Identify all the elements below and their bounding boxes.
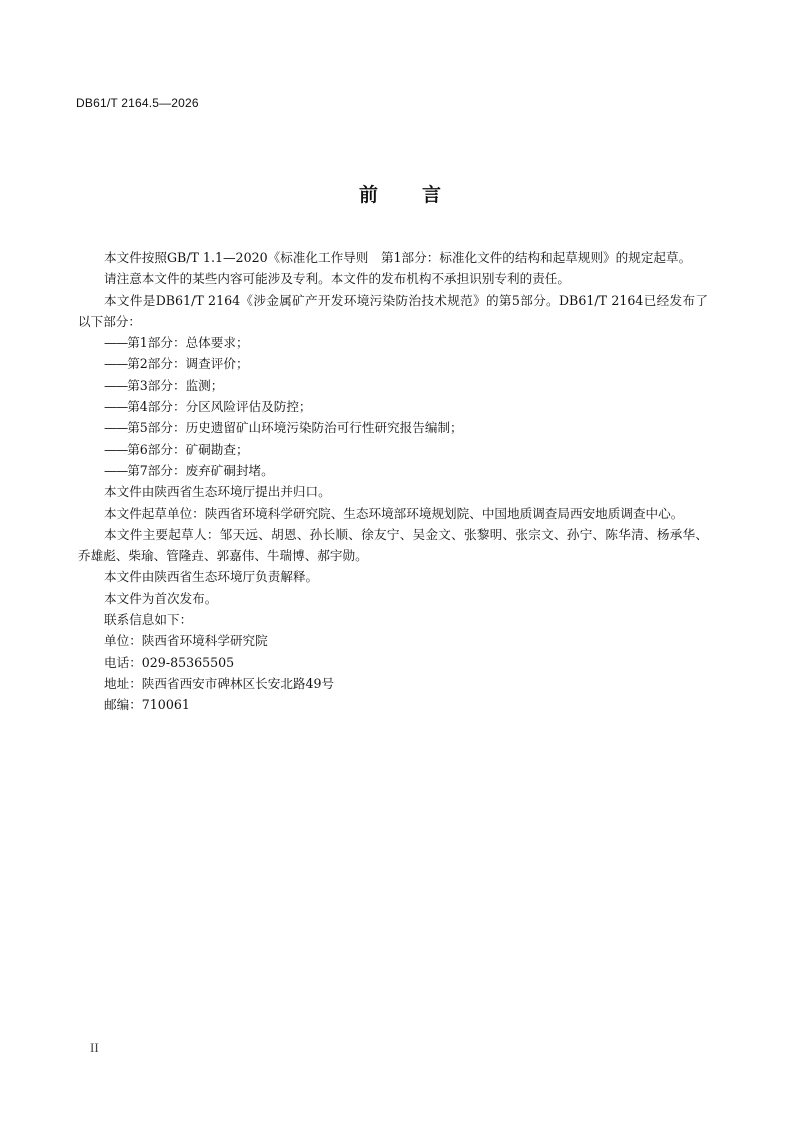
paragraph-interpretation: 本文件由陕西省生态环境厅负责解释。 [104,569,319,585]
list-dash: —— [104,335,128,351]
list-item [78,375,708,396]
list-dash: —— [104,377,128,393]
page-number: II [90,1040,99,1055]
page-title [0,180,800,207]
paragraph-drafters: 本文件主要起草人：邹天远、胡恩、孙长顺、徐友宁、吴金文、张黎明、张宗文、孙宁、陈华清、杨承华、乔雄彪、柴瑜、管隆垚、郭嘉伟、牛瑞博、郝宇勋。 [78,526,708,564]
list-item [78,460,708,481]
parts-list [78,332,708,481]
list-item-text: 第4部分：分区风险评估及防控； [127,399,312,415]
list-dash: —— [104,462,128,478]
list-dash: —— [104,420,128,436]
list-item-text: 第6部分：矿硐勘查； [127,441,249,457]
contact-postcode: 邮编：710061 [104,697,190,713]
list-item [78,396,708,417]
list-item [78,353,708,374]
list-item [78,332,708,353]
list-item-text: 第3部分：监测； [127,377,224,393]
title-char-2: 言 [422,184,442,206]
list-item-text: 第5部分：历史遗留矿山环境污染防治可行性研究报告编制； [127,420,463,436]
contact-phone: 电话：029-85365505 [104,654,235,670]
paragraph-patent-notice: 请注意本文件的某些内容可能涉及专利。本文件的发布机构不承担识别专利的责任。 [104,271,570,287]
paragraph-drafting-units: 本文件起草单位：陕西省环境科学研究院、生态环境部环境规划院、中国地质调查局西安地质调查中心。 [104,505,684,521]
contact-heading: 联系信息如下： [104,612,193,628]
paragraph-drafting-rules: 本文件按照GB/T 1.1—2020《标准化工作导则 第1部分：标准化文件的结构和起草规则》的规定起草。 [104,250,692,265]
paragraph-series-intro: 本文件是DB61/T 2164《涉金属矿产开发环境污染防治技术规范》的第5部分。DB61/T 2164已经发布了以下部分： [78,292,708,329]
list-item [78,439,708,460]
foreword-body [78,247,708,716]
paragraph-proposer: 本文件由陕西省生态环境厅提出并归口。 [104,484,331,500]
list-item-text: 第2部分：调查评价； [127,356,249,372]
contact-unit: 单位：陕西省环境科学研究院 [104,633,268,649]
document-code: DB61/T 2164.5—2026 [76,96,199,110]
contact-address: 地址：陕西省西安市碑林区长安北路49号 [104,675,335,691]
list-dash: —— [104,399,128,415]
list-item [78,417,708,438]
list-dash: —— [104,356,128,372]
title-char-1: 前 [358,184,378,206]
paragraph-first-release: 本文件为首次发布。 [104,590,218,606]
list-item-text: 第7部分：废弃矿硐封堵。 [127,462,274,478]
list-item-text: 第1部分：总体要求； [127,335,249,351]
list-dash: —— [104,441,128,457]
